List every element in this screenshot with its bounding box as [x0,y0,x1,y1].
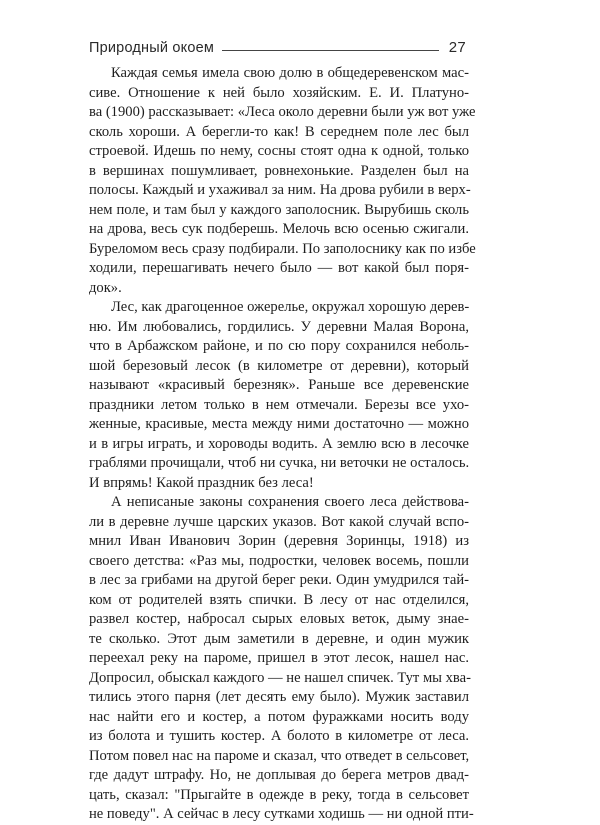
text-line: ва (1900) рассказывает: «Леса около деревни были уж вот уже [89,104,476,120]
text-line: цать, сказал: "Прыгайте в одежде в реку, тогда в сельсовет [89,786,469,803]
text-line: сиве. Отношение к ней было хозяйским. Е. И. Платуно- [89,84,469,101]
text-line: Лес, как драгоценное ожерелье, окружал хорошую дерев- [111,299,470,315]
text-line: ком от родителей взять спички. В лесу от нас отделился, [89,591,469,608]
text-line: что в Арбажском районе, и по сю пору сохранился неболь- [89,338,469,354]
header-rule [222,50,439,51]
text-line: женные, красивые, места между ними достаточно — можно [89,416,469,432]
paragraph-3 [89,493,474,825]
paragraph-2 [89,298,469,493]
text-line: те сколько. Этот дым заметили в деревне, и один мужик [89,630,469,647]
text-line: не поведу". А сейчас в лесу сутками ходишь — ни одной пти- [89,806,474,822]
text-line: мнил Иван Иванович Зорин (деревня Зоринцы, 1918) из [89,533,469,549]
text-line: шой березовый лесок (в километре от деревни), который [89,357,469,374]
text-line: своего детства: «Раз мы, подростки, человек восемь, пошли [89,552,469,569]
running-header [89,36,466,56]
text-line: где дадут штрафу. Но, не доплывая до берега метров двад- [89,767,469,783]
text-line: док». [89,279,122,296]
text-line: и в игры играть, и хороводы водить. А землю всю в лесочке [89,435,469,452]
text-line: нем поле, и там был у каждого заполосник. Вырубишь сколь [89,201,469,218]
text-line: ли в деревне лучше царских указов. Вот какой случай вспо- [89,513,469,530]
text-line: из болота и тушить костер. А болото в километре от леса. [89,728,469,744]
text-line: называют «красивый березняк». Раньше все деревенские [89,377,469,393]
text-line: Потом повел нас на пароме и сказал, что отведет в сельсовет, [89,747,470,764]
text-line: в вершинах пошумливает, ровнехонькие. Разделен был на [89,162,469,179]
text-line: А неписаные законы сохранения своего леса действова- [111,494,469,510]
text-line: полосы. Каждый и ухаживал за ним. На дрова рубили в верх- [89,182,471,198]
text-line: И впрямь! Какой праздник без леса! [89,474,314,491]
text-line: Буреломом весь сразу подбирали. По заполоснику как по избе [89,240,476,257]
body-text [89,64,476,825]
text-line: граблями прочищали, чтоб ни сучка, ни веточки не осталось. [89,455,470,471]
text-line: на дрова, весь сук подберешь. Мелочь всю осенью сжигали. [89,221,469,237]
text-line: ню. Им любовались, гордились. У деревни Малая Ворона, [89,318,469,335]
text-line: ходили, перешагивать нечего было — вот какой был поря- [89,260,469,276]
text-line: в лес за грибами на другой берег реки. Один умудрился тай- [89,572,469,588]
paragraph-1 [89,64,476,298]
text-line: праздники летом только в нем отмечали. Березы все ухо- [89,396,469,413]
text-line: нас найти его и костер, а потом фуражками носить воду [89,708,469,725]
text-line: сколь хороши. А берегли-то как! В середнем поле лес был [89,123,469,140]
text-line: строевой. Идешь по нему, сосны стоят одна к одной, только [89,143,469,159]
text-line: Каждая семья имела свою долю в общедеревенском мас- [111,65,469,81]
text-line: переехал реку на пароме, пришел в этот лесок, нашел нас. [89,650,469,666]
text-line: тились этого парня (лет десять ему было). Мужик заставил [89,689,469,705]
text-line: развел костер, набросал сырых еловых веток, дыму знае- [89,611,469,627]
text-line: Допросил, обыскал каждого — не нашел спичек. Тут мы хва- [89,669,471,686]
section-title: Природный окоем [89,40,215,56]
page-number: 27 [448,39,466,56]
